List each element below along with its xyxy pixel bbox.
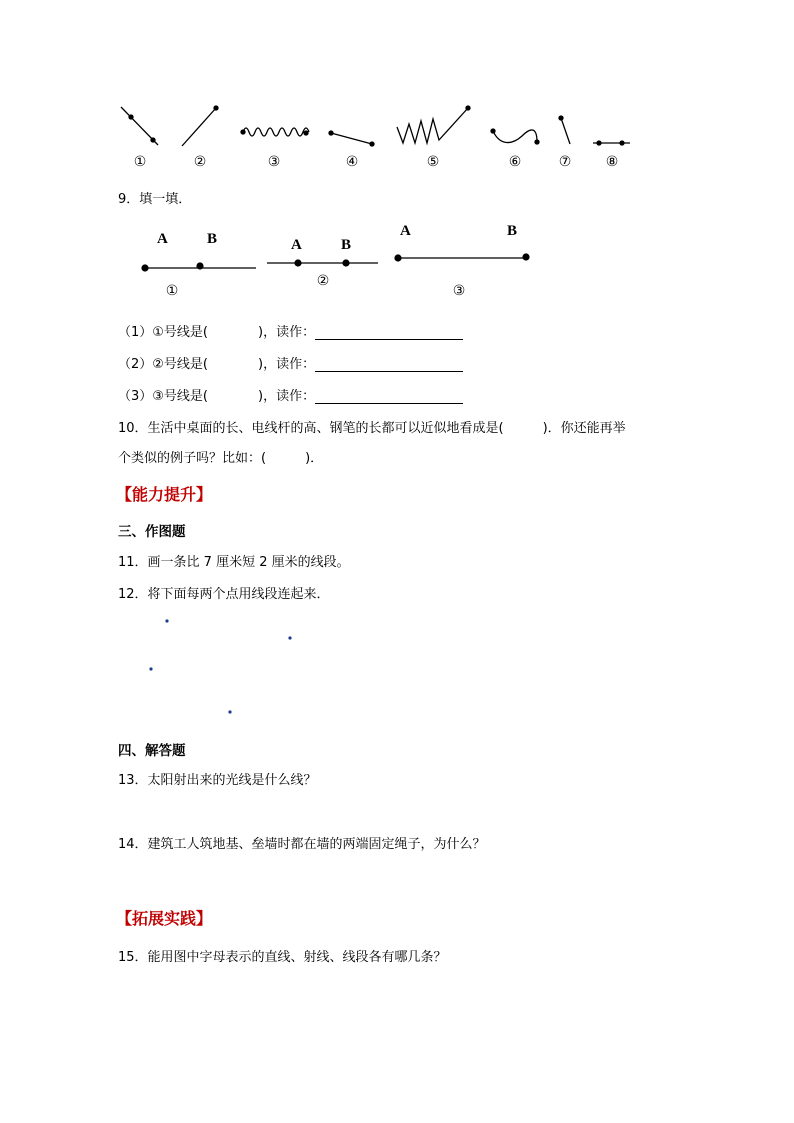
q14-text: 14．建筑工人筑地基、垒墙时都在墙的两端固定绳子，为什么？ [118, 837, 486, 852]
q9-label-a3: A [400, 223, 411, 239]
q10-line-2: 个类似的例子吗？比如：( )． [118, 451, 324, 466]
q9-line-2-prefix: （2）②号线是( [118, 357, 208, 372]
q12-text: 12．将下面每两个点用线段连起来． [118, 587, 330, 602]
q13-text: 13．太阳射出来的光线是什么线？ [118, 773, 317, 788]
q9-line-1-middle: )，读作： [258, 325, 316, 340]
section-extension-heading: 【拓展实践】 [116, 909, 213, 928]
shape-number-6: ⑥ [508, 154, 522, 170]
section-drawing-heading: 三、作图题 [118, 524, 186, 540]
q9-label-a1: A [157, 231, 168, 247]
dot [165, 619, 168, 622]
shape-number-3: ③ [267, 154, 281, 170]
section-answer-heading: 四、解答题 [118, 743, 186, 759]
shape-number-2: ② [193, 154, 207, 170]
q9-line-3-prefix: （3）③号线是( [118, 389, 208, 404]
q9-line-3-middle: )，读作： [258, 389, 316, 404]
shape-number-4: ④ [345, 154, 359, 170]
q9-label-b2: B [341, 237, 352, 253]
dot [228, 710, 231, 713]
shape-number-5: ⑤ [426, 154, 440, 170]
section-ability-heading: 【能力提升】 [116, 485, 213, 504]
q9-label-a2: A [291, 237, 302, 253]
q9-line-2-middle: )，读作： [258, 357, 316, 372]
q9-label-b1: B [207, 231, 218, 247]
q9-line-1-prefix: （1）①号线是( [118, 325, 208, 340]
shape-number-1: ① [133, 154, 147, 170]
q9-fig-number-2: ② [316, 273, 330, 289]
dot [149, 667, 152, 670]
q15-text: 15．能用图中字母表示的直线、射线、线段各有哪几条？ [118, 950, 447, 965]
q11-text: 11．画一条比 7 厘米短 2 厘米的线段。 [118, 555, 350, 570]
q9-fig-number-1: ① [165, 283, 179, 299]
q9-fig-number-3: ③ [452, 283, 466, 299]
q9-label-b3: B [507, 223, 518, 239]
q10-line-1: 10．生活中桌面的长、电线杆的高、钢笔的长都可以近似地看成是( )．你还能再举 [118, 421, 626, 436]
dot [288, 636, 291, 639]
shape-number-8: ⑧ [605, 154, 619, 170]
q9-title: 9．填一填． [118, 192, 192, 207]
shape-number-7: ⑦ [558, 154, 572, 170]
